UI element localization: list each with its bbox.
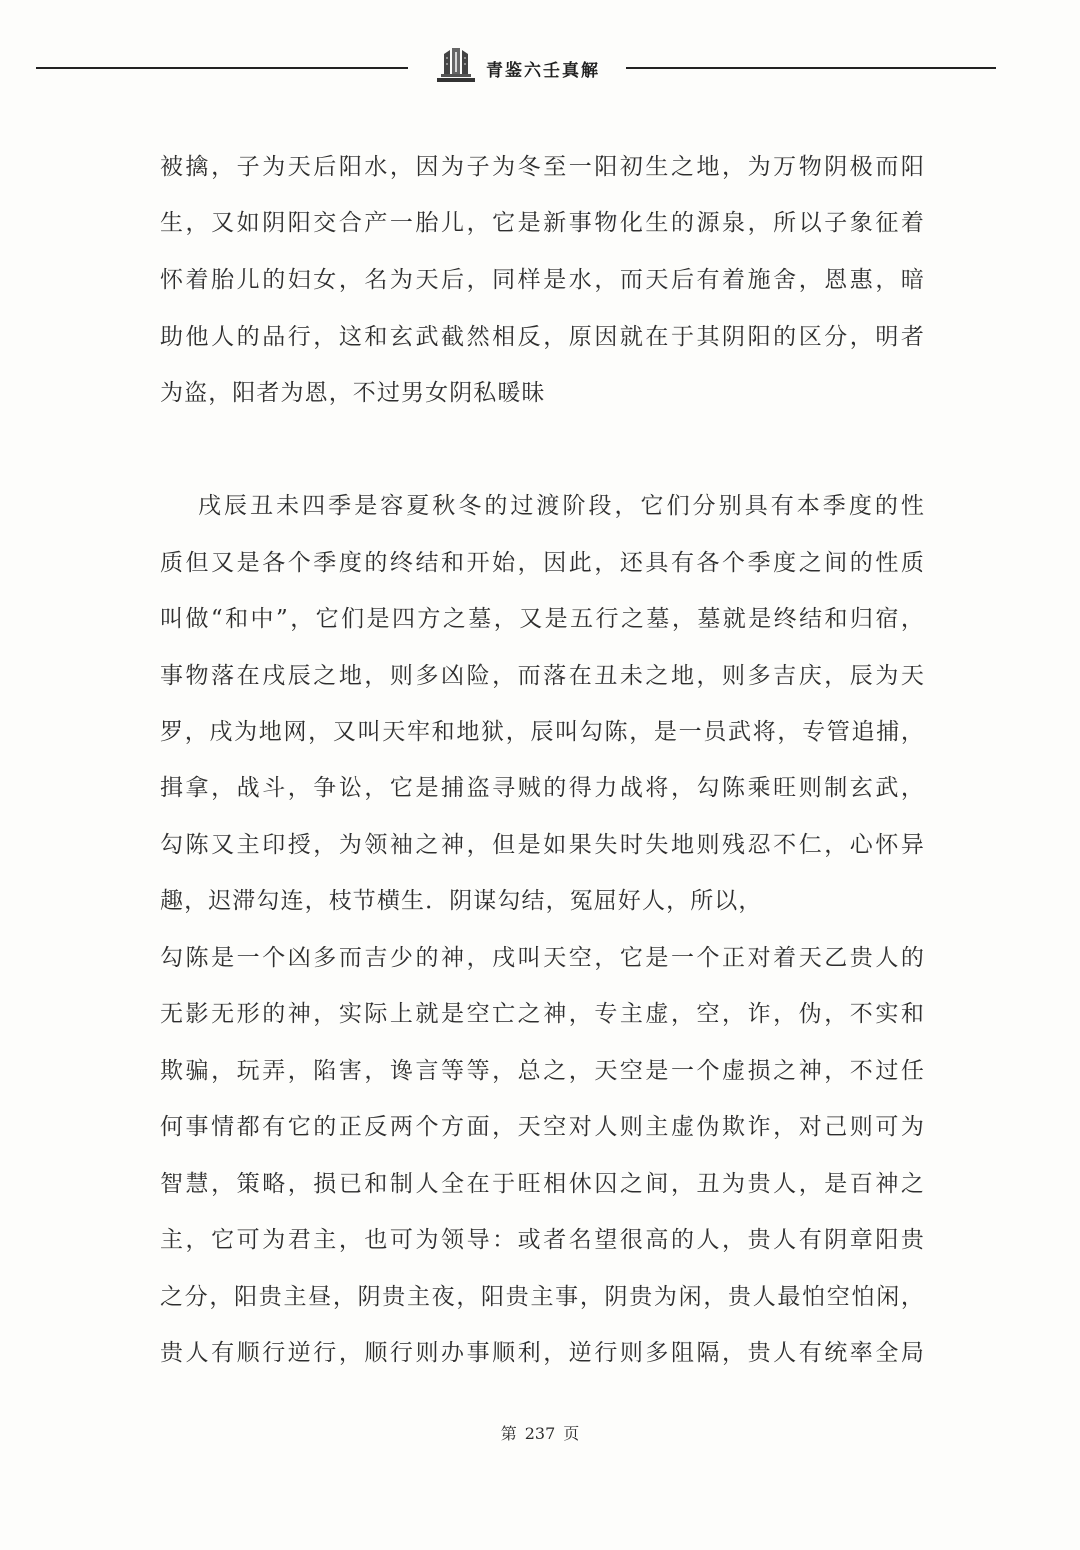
- body-line: 罗，戌为地网，又叫天牢和地狱，辰叫勾陈，是一员武将，专管追捕，: [160, 719, 925, 745]
- page-footer: [0, 1421, 1080, 1444]
- book-logo-icon: [434, 44, 478, 88]
- body-line: 被擒，子为天后阳水，因为子为冬至一阳初生之地，为万物阴极而阳: [160, 154, 925, 180]
- body-line: 欺骗，玩弄，陷害，谗言等等，总之，天空是一个虚损之神，不过任: [160, 1058, 925, 1084]
- header-rule-right: [626, 67, 996, 69]
- page-label-prefix: 第: [500, 1424, 517, 1443]
- body-line: 智慧，策略，损已和制人全在于旺相休囚之间，丑为贵人，是百神之: [160, 1171, 925, 1197]
- body-line: 助他人的品行，这和玄武截然相反，原因就在于其阴阳的区分，明者: [160, 324, 925, 350]
- book-title: 青鉴六壬真解: [486, 61, 600, 81]
- body-line: 主，它可为君主，也可为领导：或者名望很高的人，贵人有阴章阳贵: [160, 1227, 925, 1253]
- body-line: 勾陈是一个凶多而吉少的神，戌叫天空，它是一个正对着天乙贵人的: [160, 945, 925, 971]
- body-line: 何事情都有它的正反两个方面，天空对人则主虚伪欺诈，对己则可为: [160, 1114, 925, 1140]
- body-line: 趣，迟滞勾连，枝节横生．阴谋勾结，冤屈好人，所以，: [160, 888, 763, 914]
- body-line: 质但又是各个季度的终结和开始，因此，还具有各个季度之间的性质: [160, 550, 925, 576]
- body-line: 为盗，阳者为恩，不过男女阴私暖昧: [160, 380, 546, 406]
- body-line: 怀着胎儿的妇女，名为天后，同样是水，而天后有着施舍，恩惠，暗: [160, 267, 925, 293]
- body-line: 事物落在戌辰之地，则多凶险，而落在丑未之地，则多吉庆，辰为天: [160, 663, 925, 689]
- body-line: 生，又如阴阳交合产一胎儿，它是新事物化生的源泉，所以子象征着: [160, 210, 925, 236]
- body-line: 叫做“和中”，它们是四方之墓，又是五行之墓，墓就是终结和归宿，: [160, 606, 925, 632]
- body-line: 无影无形的神，实际上就是空亡之神，专主虚，空，诈，伪，不实和: [160, 1001, 925, 1027]
- body-line-paragraph-start: 戌辰丑未四季是容夏秋冬的过渡阶段，它们分别具有本季度的性: [198, 493, 925, 519]
- body-line: 之分，阳贵主昼，阴贵主夜，阳贵主事，阴贵为闲，贵人最怕空怕闲，: [160, 1284, 925, 1310]
- page-label-suffix: 页: [563, 1424, 580, 1443]
- body-line: 揖拿，战斗，争讼，它是捕盗寻贼的得力战将，勾陈乘旺则制玄武，: [160, 775, 925, 801]
- page-number: 237: [524, 1424, 556, 1443]
- body-line: 贵人有顺行逆行，顺行则办事顺利，逆行则多阻隔，贵人有统率全局: [160, 1340, 925, 1366]
- body-line: 勾陈又主印授，为领袖之神，但是如果失时失地则残忍不仁，心怀异: [160, 832, 925, 858]
- header-rule-left: [36, 67, 408, 69]
- running-header: [36, 42, 996, 92]
